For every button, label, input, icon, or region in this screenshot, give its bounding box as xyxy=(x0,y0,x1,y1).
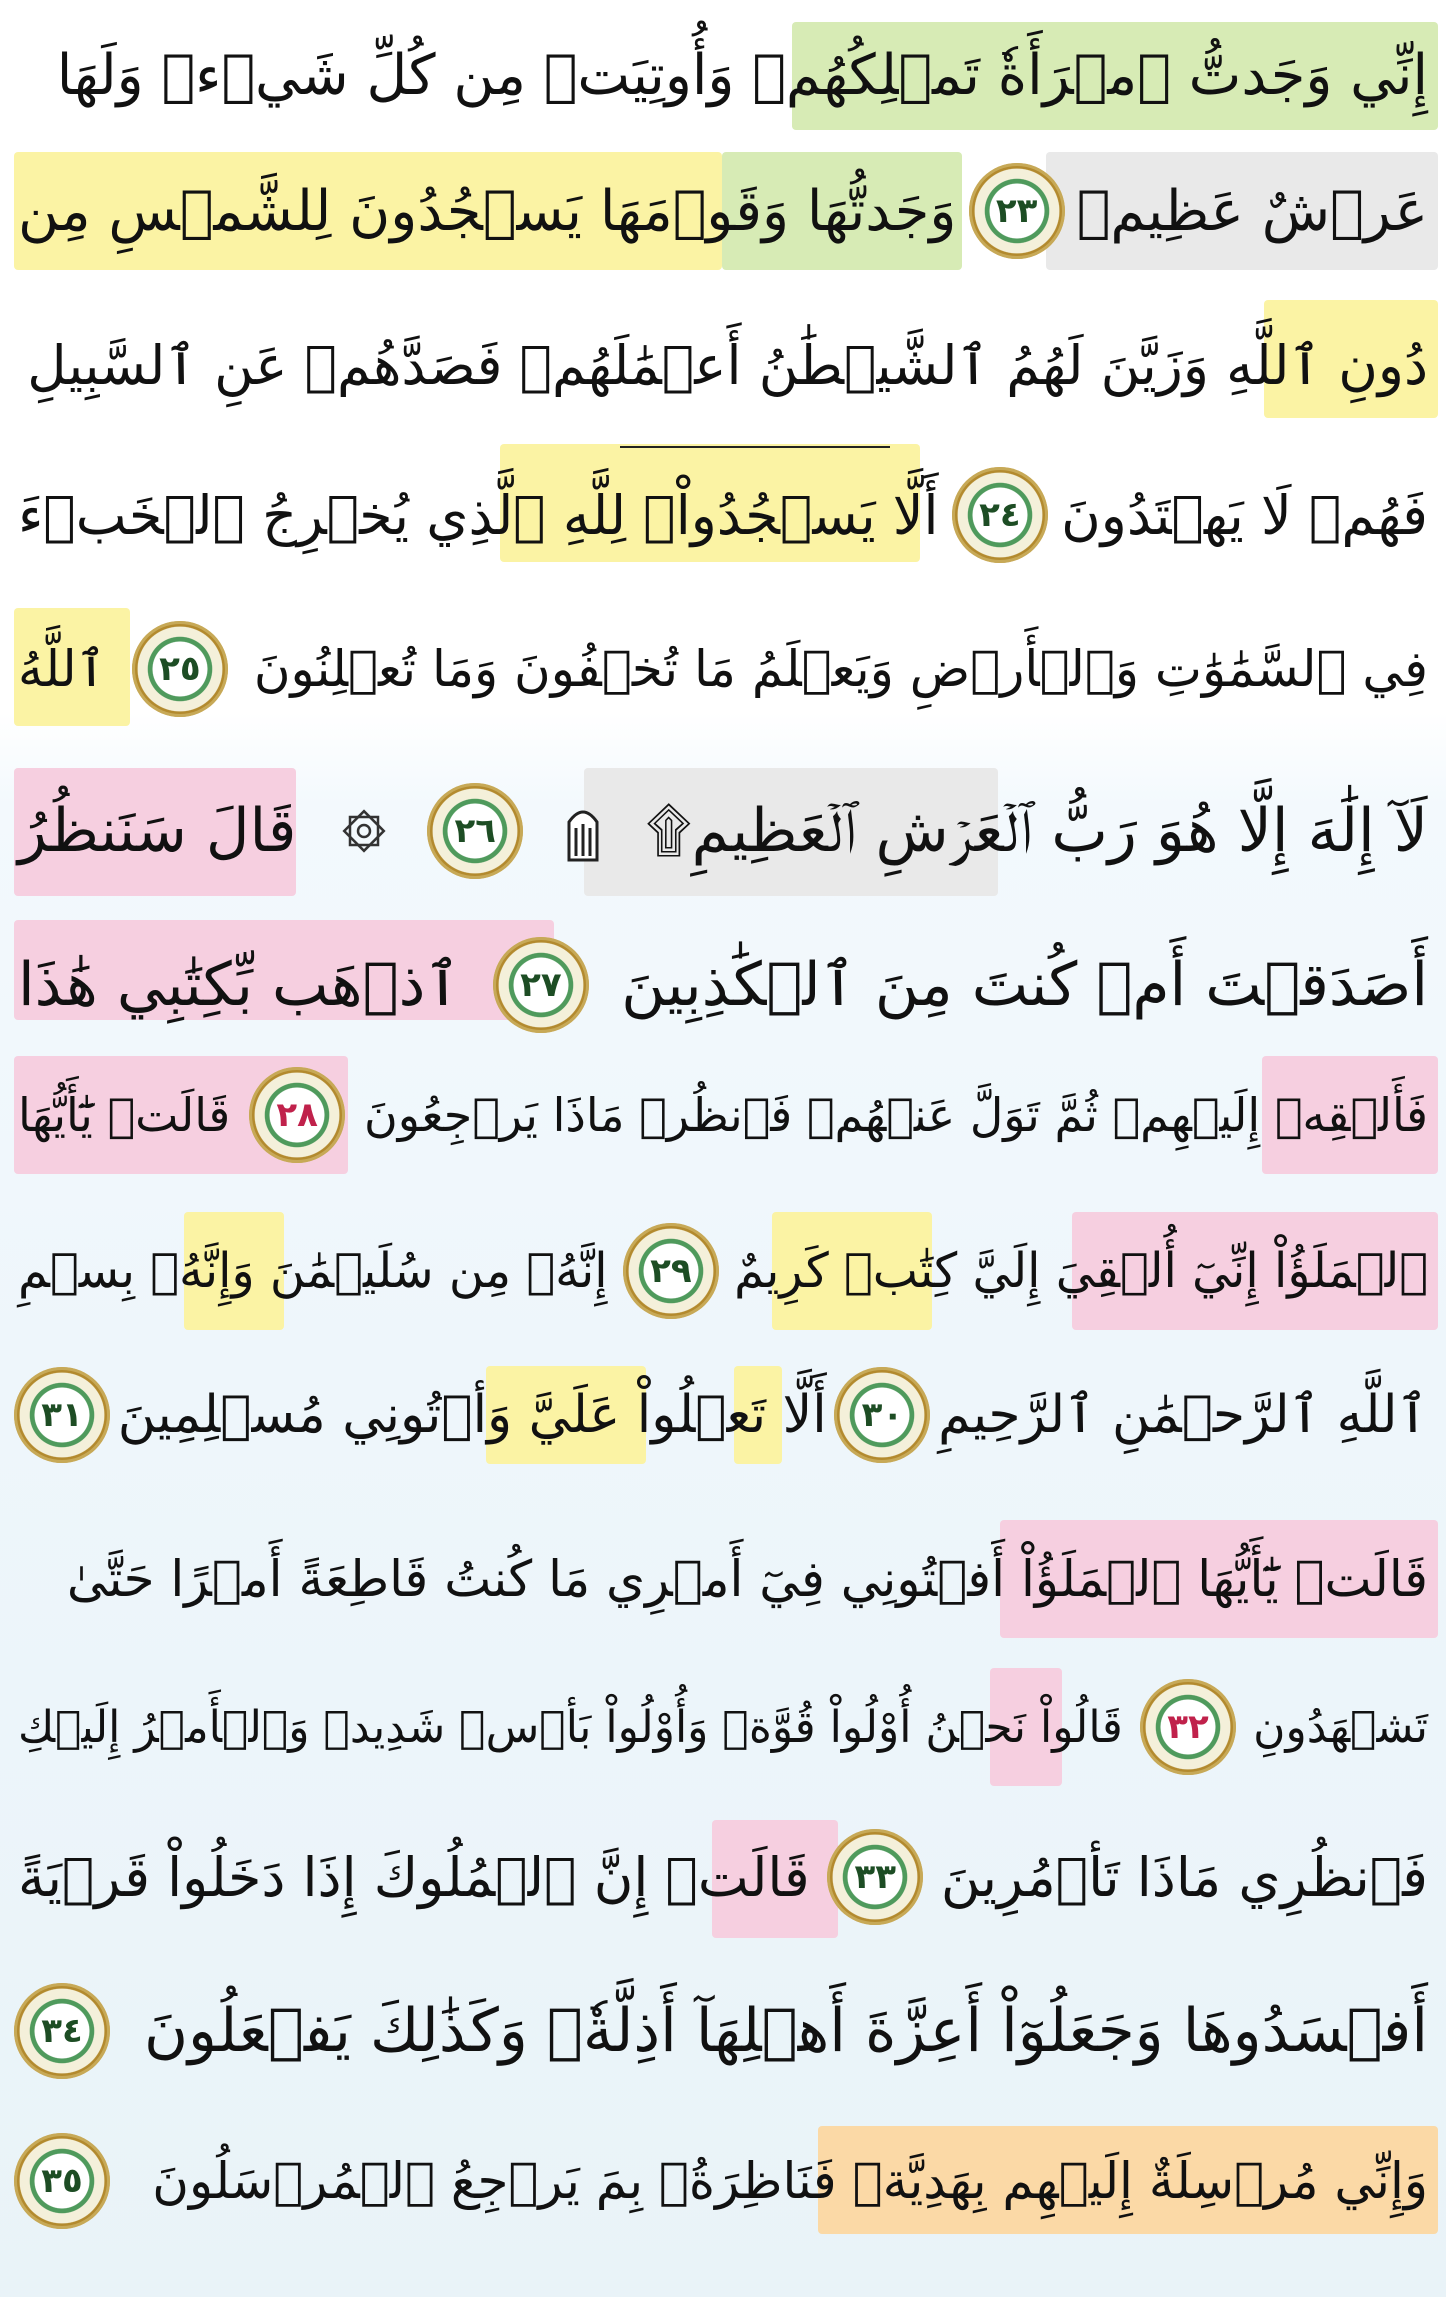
sajda-mihrab-icon xyxy=(563,800,603,862)
verse-text: فِي ٱلسَّمَٰوَٰتِ وَٱلۡأَرۡضِ وَيَعۡلَمُ مَا تُخۡفُونَ وَمَا تُعۡلِنُونَ xyxy=(253,640,1428,698)
text-line xyxy=(14,10,1432,140)
text-line xyxy=(14,450,1432,580)
verse-text: قَالَتۡ يَٰٓأَيُّهَا xyxy=(18,1088,231,1142)
ayah-number-marker: ٢٦ xyxy=(427,783,523,879)
ayah-number-marker: ٣١ xyxy=(14,1367,110,1463)
ayah-number-marker: ٣٢ xyxy=(1140,1679,1236,1775)
rub-el-hizb-icon xyxy=(340,807,388,855)
verse-text: فَهُمۡ لَا يَهۡتَدُونَ xyxy=(1061,483,1428,547)
verse-text: إِنَّهُۥ مِن سُلَيۡمَٰنَ وَإِنَّهُۥ بِسۡمِ xyxy=(18,1243,608,1299)
ayah-number-marker: ٣٣ xyxy=(827,1829,923,1925)
text-line xyxy=(14,146,1432,276)
text-line xyxy=(14,300,1432,430)
ayah-number-marker: ٣٥ xyxy=(14,2133,110,2229)
text-line xyxy=(14,1966,1432,2096)
verse-text: فَٱنظُرِي مَاذَا تَأۡمُرِينَ xyxy=(940,1845,1428,1909)
verse-text: ٱللَّهِ ٱلرَّحۡمَٰنِ ٱلرَّحِيمِ xyxy=(938,1385,1428,1445)
verse-text: قَالَتۡ إِنَّ ٱلۡمُلُوكَ إِذَا دَخَلُواْ قَرۡيَةً xyxy=(18,1845,810,1909)
verse-text: تَشۡهَدُونِ xyxy=(1253,1701,1428,1753)
ayah-number-marker: ٢٧ xyxy=(493,937,589,1033)
ayah-number-marker: ٢٨ xyxy=(249,1067,345,1163)
text-line xyxy=(14,1050,1432,1180)
verse-text: عَرۡشٌ عَظِيمٞ xyxy=(1076,178,1428,244)
verse-text: أَصَدَقۡتَ أَمۡ كُنتَ مِنَ ٱلۡكَٰذِبِينَ xyxy=(621,950,1428,1020)
verse-text: فَأَلۡقِهۡ إِلَيۡهِمۡ ثُمَّ تَوَلَّ عَنۡهُمۡ فَٱنظُرۡ مَاذَا يَرۡجِعُونَ xyxy=(364,1088,1428,1142)
verse-text: أَلَّا تَعۡلُواْ عَلَيَّ وَأۡتُونِي مُسۡلِمِينَ xyxy=(117,1385,827,1445)
text-line xyxy=(14,1206,1432,1336)
ayah-number-marker: ٢٣ xyxy=(969,163,1065,259)
underline-rule xyxy=(620,446,890,448)
verse-text: أَفۡسَدُوهَا وَجَعَلُوٓاْ أَعِزَّةَ أَهۡلِهَآ أَذِلَّةٗۚ وَكَذَٰلِكَ يَفۡعَلُونَ xyxy=(143,1996,1428,2066)
verse-text: ٱلۡمَلَؤُاْ إِنِّيٓ أُلۡقِيَ إِلَيَّ كِتَٰبٞ كَرِيمٌ xyxy=(734,1243,1428,1299)
verse-text: إِنِّي وَجَدتُّ ٱمۡرَأَةٗ تَمۡلِكُهُمۡ وَأُوتِيَتۡ مِن كُلِّ شَيۡءٖ وَلَهَا xyxy=(56,42,1428,108)
verse-text: قَالُواْ نَحۡنُ أُوْلُواْ قُوَّةٖ وَأُوْلُواْ بَأۡسٖ شَدِيدٖ وَٱلۡأَمۡرُ إِلَيۡكِ xyxy=(18,1701,1123,1753)
verse-text: وَجَدتُّهَا وَقَوۡمَهَا يَسۡجُدُونَ لِلشَّمۡسِ مِن xyxy=(18,178,957,244)
text-line xyxy=(14,920,1432,1050)
verse-text: وَإِنِّي مُرۡسِلَةٌ إِلَيۡهِم بِهَدِيَّةٖ فَنَاظِرَةُۢ بِمَ يَرۡجِعُ ٱلۡمُرۡسَلُونَ xyxy=(152,2152,1428,2210)
text-line xyxy=(14,1350,1432,1480)
verse-text: قَالَ سَنَنظُرُ xyxy=(18,796,297,866)
ayah-number-marker: ٢٥ xyxy=(132,621,228,717)
text-line xyxy=(14,1812,1432,1942)
ayah-number-marker: ٢٤ xyxy=(952,467,1048,563)
ayah-number-marker: ٣٠ xyxy=(834,1367,930,1463)
text-line xyxy=(14,766,1432,896)
ayah-number-marker: ٣٤ xyxy=(14,1983,110,2079)
text-line xyxy=(14,1662,1432,1792)
verse-text: قَالَتۡ يَٰٓأَيُّهَا ٱلۡمَلَؤُاْ أَفۡتُونِي فِيٓ أَمۡرِي مَا كُنتُ قَاطِعَةً أَمۡرًا حَتَّىٰ xyxy=(66,1550,1428,1608)
verse-text: دُونِ ٱللَّهِ وَزَيَّنَ لَهُمُ ٱلشَّيۡطَٰنُ أَعۡمَٰلَهُمۡ فَصَدَّهُمۡ عَنِ ٱلسَّبِيلِ xyxy=(27,333,1428,397)
verse-text: لَآ إِلَٰهَ إِلَّا هُوَ رَبُّ ٱلۡعَرۡشِ ٱلۡعَظِيمِ۩ xyxy=(646,796,1428,866)
text-line xyxy=(14,1514,1432,1644)
text-line xyxy=(14,2116,1432,2246)
verse-text: ٱذۡهَب بِّكِتَٰبِي هَٰذَا xyxy=(18,950,461,1020)
ayah-number-marker: ٢٩ xyxy=(623,1223,719,1319)
text-line xyxy=(14,604,1432,734)
verse-text: ٱللَّهُ xyxy=(18,640,106,698)
verse-text: أَلَّا يَسۡجُدُواْۤ لِلَّهِ ٱلَّذِي يُخۡرِجُ ٱلۡخَبۡءَ xyxy=(18,483,939,547)
